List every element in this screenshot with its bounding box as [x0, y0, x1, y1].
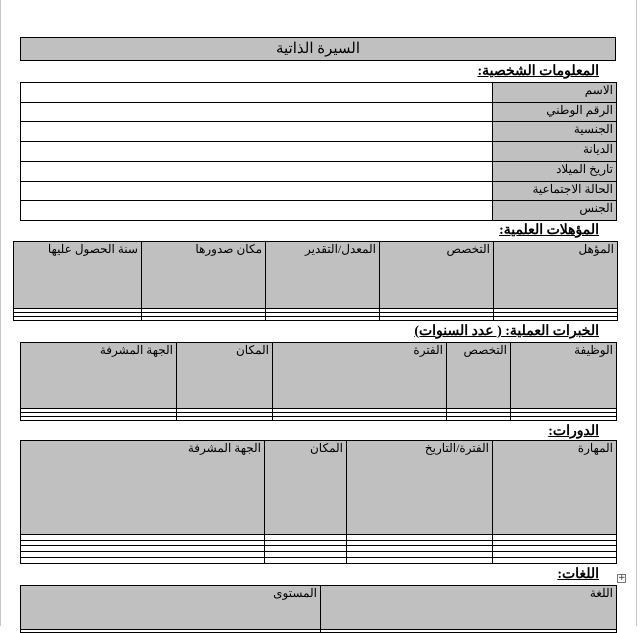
personal-info-heading: المعلومات الشخصية: — [477, 64, 599, 79]
table-cell[interactable] — [21, 630, 321, 633]
table-cell[interactable] — [447, 416, 511, 420]
languages-col-level: المستوى — [21, 586, 321, 630]
personal-value-cell[interactable] — [21, 122, 493, 142]
personal-field-marital-status: الحالة الاجتماعية — [493, 181, 617, 201]
personal-value-cell[interactable] — [21, 161, 493, 181]
experience-heading: الخبرات العملية: ( عدد السنوات) — [414, 324, 599, 339]
personal-info-table — [20, 82, 617, 221]
courses-col-supervisor: الجهة المشرفة — [21, 441, 265, 535]
languages-heading: اللغات: — [557, 567, 599, 582]
courses-col-period-date: الفترة/التاريخ — [347, 441, 493, 535]
qualifications-table — [13, 241, 618, 321]
table-cell[interactable] — [14, 316, 142, 320]
table-cell[interactable] — [21, 416, 177, 420]
table-cell[interactable] — [494, 316, 618, 320]
cv-title-text: السيرة الذاتية — [275, 41, 361, 57]
languages-col-language: اللغة — [321, 586, 617, 630]
page-edge-right — [636, 0, 637, 626]
personal-field-nationality: الجنسية — [493, 122, 617, 142]
table-cell[interactable] — [265, 558, 347, 564]
courses-col-place: المكان — [265, 441, 347, 535]
qualifications-col-major: التخصص — [380, 242, 494, 309]
table-row — [21, 558, 617, 564]
table-cell[interactable] — [511, 416, 617, 420]
personal-value-cell[interactable] — [21, 83, 493, 103]
page-edge-left — [0, 0, 1, 626]
personal-value-cell[interactable] — [21, 142, 493, 162]
courses-col-skill: المهارة — [493, 441, 617, 535]
qualifications-col-grade: المعدل/التقدير — [266, 242, 380, 309]
table-row — [14, 316, 618, 320]
experience-col-period: الفترة — [273, 343, 447, 409]
table-row — [21, 630, 617, 633]
personal-field-birth-date: تاريخ الميلاد — [493, 161, 617, 181]
table-cell[interactable] — [273, 416, 447, 420]
table-row — [21, 416, 617, 420]
experience-col-place: المكان — [177, 343, 273, 409]
table-cell[interactable] — [142, 316, 266, 320]
qualifications-col-degree: المؤهل — [494, 242, 618, 309]
personal-field-national-id: الرقم الوطني — [493, 102, 617, 122]
qualifications-col-year: سنة الحصول عليها — [14, 242, 142, 309]
table-cell[interactable] — [177, 416, 273, 420]
experience-col-job: الوظيفة — [511, 343, 617, 409]
personal-value-cell[interactable] — [21, 181, 493, 201]
table-cell[interactable] — [493, 558, 617, 564]
table-cell[interactable] — [266, 316, 380, 320]
personal-field-gender: الجنس — [493, 201, 617, 221]
experience-col-major: التخصص — [447, 343, 511, 409]
table-cell[interactable] — [321, 630, 617, 633]
personal-value-cell[interactable] — [21, 102, 493, 122]
move-icon[interactable]: + — [618, 573, 626, 583]
table-cell[interactable] — [347, 558, 493, 564]
table-cell[interactable] — [380, 316, 494, 320]
personal-field-name: الاسم — [493, 83, 617, 103]
experience-col-supervisor: الجهة المشرفة — [21, 343, 177, 409]
qualifications-heading: المؤهلات العلمية: — [499, 223, 599, 238]
experience-table — [20, 342, 617, 421]
courses-table — [20, 440, 617, 564]
table-cell[interactable] — [21, 558, 265, 564]
courses-heading: الدورات: — [548, 424, 599, 439]
qualifications-col-issue-place: مكان صدورها — [142, 242, 266, 309]
personal-field-religion: الديانة — [493, 142, 617, 162]
personal-value-cell[interactable] — [21, 201, 493, 221]
cv-title — [20, 37, 616, 61]
